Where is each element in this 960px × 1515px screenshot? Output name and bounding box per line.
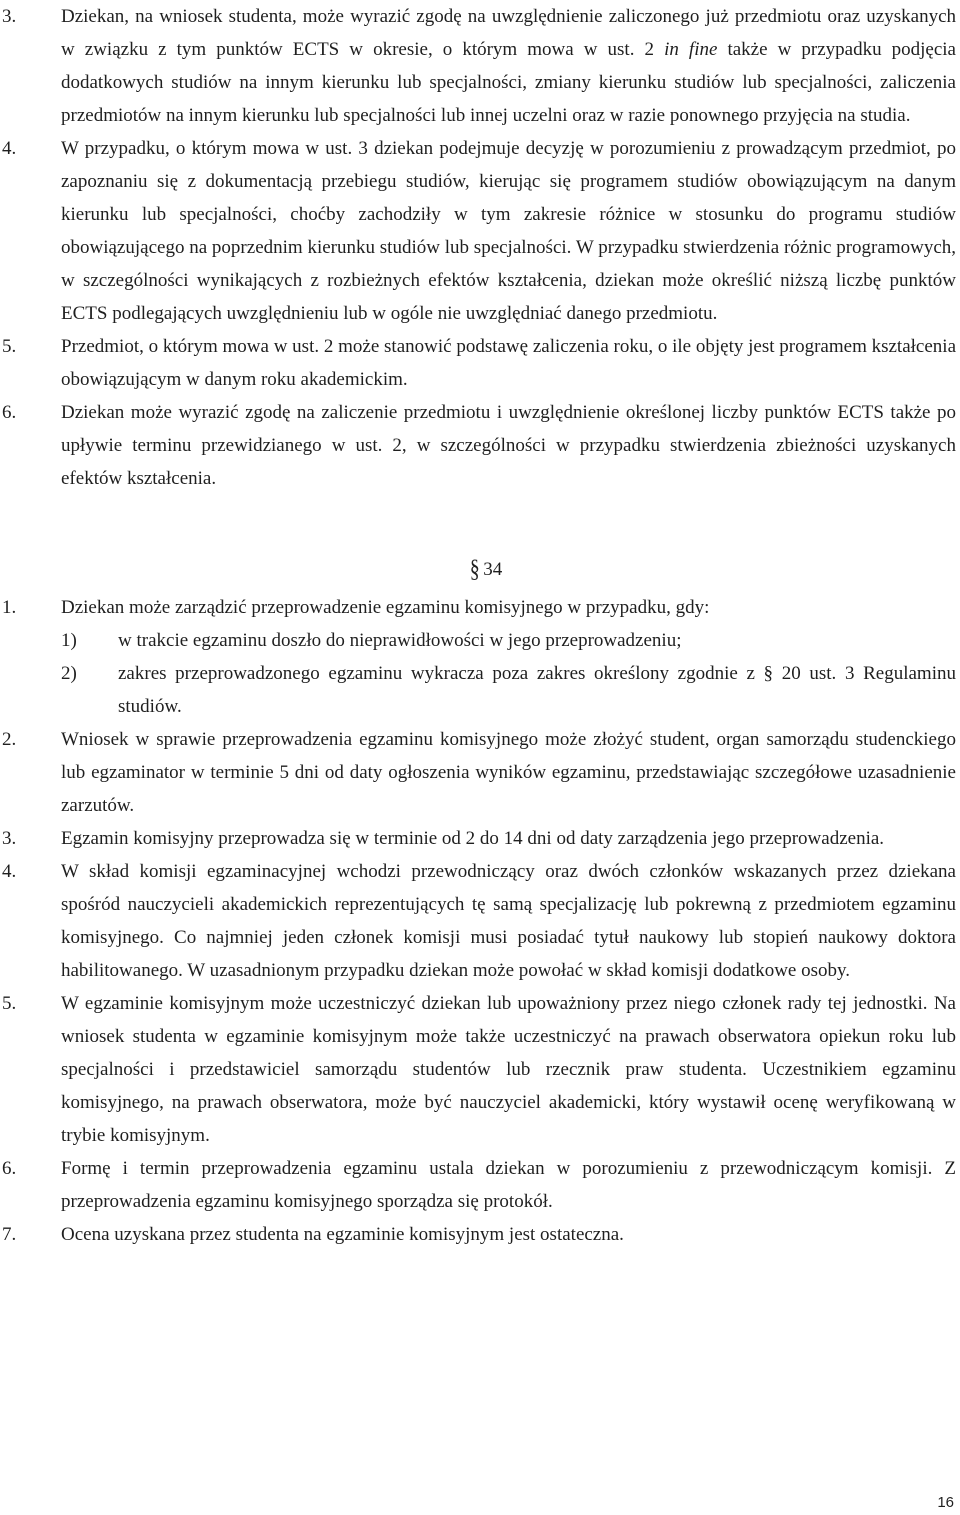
- item-text-part: Dziekan, na wniosek studenta, może wyrazić zgodę na uwzględnienie zaliczonego już przedmiotu oraz uzyskanych w związku z tym punktów ECTS w okresie, o którym mowa w ust. 2: [61, 6, 956, 60]
- item-number: 5.: [2, 993, 17, 1014]
- list-item: [0, 987, 960, 1152]
- item-number: 6.: [2, 1158, 17, 1179]
- section-symbol: §: [469, 555, 480, 584]
- section-heading: [0, 553, 960, 586]
- item-number: 1.: [2, 597, 17, 618]
- list-item: [0, 330, 960, 396]
- item-text: [61, 6, 956, 126]
- section-items: [0, 591, 960, 1251]
- sub-item-text: w trakcie egzaminu doszło do nieprawidłowości w jego przeprowadzeniu;: [118, 630, 682, 651]
- list-item: [0, 132, 960, 330]
- previous-section-items: [0, 0, 960, 495]
- sub-item-text: zakres przeprowadzonego egzaminu wykracza poza zakres określony zgodnie z § 20 ust. 3 Regulaminu studiów.: [118, 663, 956, 717]
- list-item: [0, 0, 960, 132]
- sub-list-item: [61, 624, 956, 657]
- item-text: W egzaminie komisyjnym może uczestniczyć dziekan lub upoważniony przez niego członek rady tej jednostki. Na wniosek studenta w egzaminie komisyjnym może także uczestniczyć na prawach obserwatora opiekun roku lub specjalności i przedstawiciel samorządu studentów lub rzecznik praw studenta. Uczestnikiem egzaminu komisyjnego, na prawach obserwatora, może być nauczyciel akademicki, który wystawił ocenę weryfikowaną w trybie komisyjnym.: [61, 993, 956, 1146]
- list-item: [0, 855, 960, 987]
- item-text-part: także w przypadku podjęcia dodatkowych studiów na innym kierunku lub specjalności, zmiany kierunku studiów lub specjalności, zaliczenia przedmiotów na innym kierunku lub specjalności lub innej uczelni oraz w razie ponownego przyjęcia na studia.: [61, 39, 956, 126]
- list-item: [0, 396, 960, 495]
- sub-item-number: 1): [61, 630, 77, 651]
- list-item: [0, 591, 960, 723]
- item-text: Egzamin komisyjny przeprowadza się w terminie od 2 do 14 dni od daty zarządzenia jego przeprowadzenia.: [61, 828, 885, 849]
- item-text: Wniosek w sprawie przeprowadzenia egzaminu komisyjnego może złożyć student, organ samorządu studenckiego lub egzaminator w terminie 5 dni od daty ogłoszenia wyników egzaminu, przedstawiając szczegółowe uzasadnienie zarzutów.: [61, 729, 956, 816]
- item-number: 3.: [2, 828, 17, 849]
- page-number: 16: [937, 1494, 954, 1511]
- item-number: 7.: [2, 1224, 17, 1245]
- sub-list-item: [61, 657, 956, 723]
- item-number: 3.: [2, 6, 17, 27]
- italic-phrase: in fine: [664, 39, 718, 60]
- list-item: [0, 1152, 960, 1218]
- item-number: 6.: [2, 402, 17, 423]
- item-text: Formę i termin przeprowadzenia egzaminu ustala dziekan w porozumieniu z przewodniczącym komisji. Z przeprowadzenia egzaminu komisyjnego sporządza się protokół.: [61, 1158, 956, 1212]
- item-text: Ocena uzyskana przez studenta na egzaminie komisyjnym jest ostateczna.: [61, 1224, 624, 1245]
- list-item: [0, 822, 960, 855]
- list-item: [0, 1218, 960, 1251]
- item-text: Dziekan może wyrazić zgodę na zaliczenie przedmiotu i uwzględnienie określonej liczby punktów ECTS także po upływie terminu przewidzianego w ust. 2, w szczególności w przypadku stwierdzenia zbieżności uzyskanych efektów kształcenia.: [61, 402, 956, 489]
- list-item: [0, 723, 960, 822]
- item-text: W przypadku, o którym mowa w ust. 3 dziekan podejmuje decyzję w porozumieniu z prowadzącym przedmiot, po zapoznaniu się z dokumentacją przebiegu studiów, kierując się programem studiów obowiązującym na danym kierunku lub specjalności, choćby zachodziły w tym zakresie różnice w stosunku do programu studiów obowiązującego na poprzednim kierunku studiów lub specjalności. W przypadku stwierdzenia różnic programowych, w szczególności wynikających z rozbieżnych efektów kształcenia, dziekan może określić niższą liczbę punktów ECTS podlegających uwzględnieniu lub w ogóle nie uwzględniać danego przedmiotu.: [61, 138, 956, 324]
- item-text: Przedmiot, o którym mowa w ust. 2 może stanowić podstawę zaliczenia roku, o ile objęty jest programem kształcenia obowiązującym w danym roku akademickim.: [61, 336, 956, 390]
- item-number: 4.: [2, 138, 17, 159]
- item-text: W skład komisji egzaminacyjnej wchodzi przewodniczący oraz dwóch członków wskazanych przez dziekana spośród nauczycieli akademickich reprezentujących tę samą specjalizację lub pokrewną z przedmiotem egzaminu komisyjnego. Co najmniej jeden członek komisji musi posiadać tytuł naukowy lub stopień naukowy doktora habilitowanego. W uzasadnionym przypadku dziekan może powołać w skład komisji dodatkowe osoby.: [61, 861, 956, 981]
- item-text: Dziekan może zarządzić przeprowadzenie egzaminu komisyjnego w przypadku, gdy:: [61, 597, 710, 618]
- item-number: 2.: [2, 729, 17, 750]
- item-number: 4.: [2, 861, 17, 882]
- sub-item-number: 2): [61, 663, 77, 684]
- item-number: 5.: [2, 336, 17, 357]
- section-number: 34: [483, 559, 503, 580]
